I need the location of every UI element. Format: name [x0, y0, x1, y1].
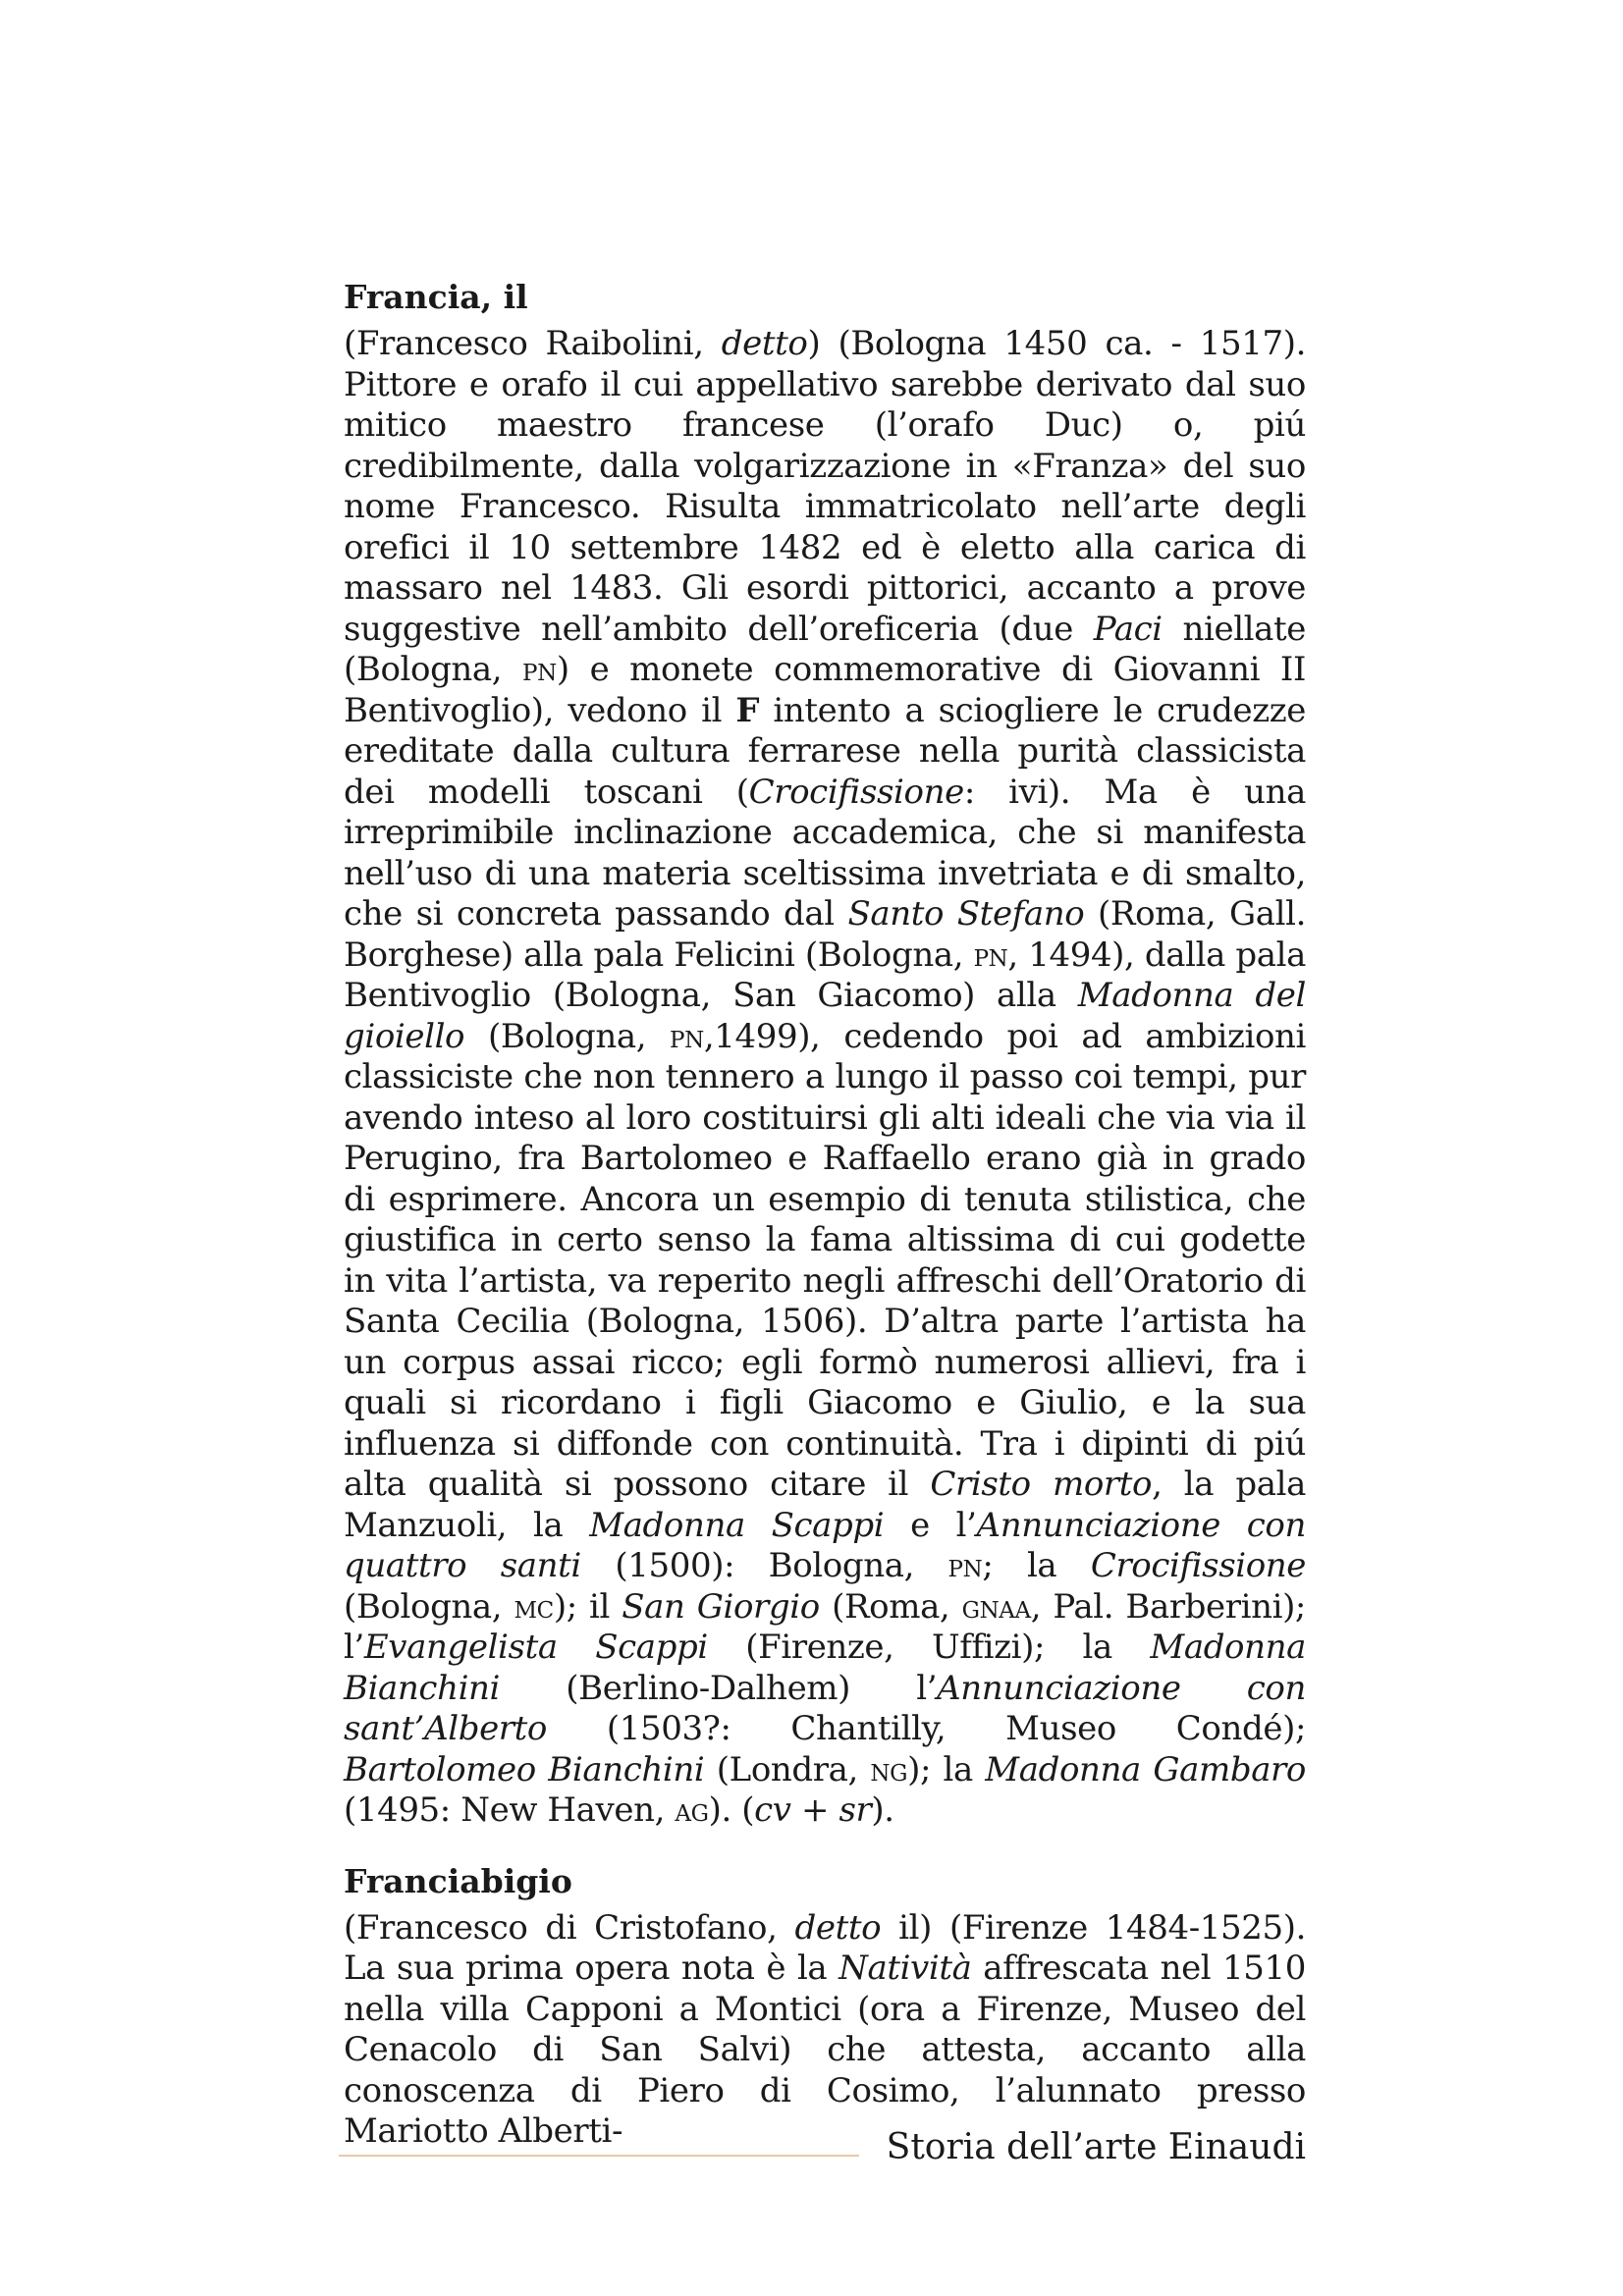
- italic-text: cv + sr: [754, 1790, 872, 1830]
- entry-franciabigio: [344, 1859, 1306, 2153]
- italic-text: Evangelista Scappi: [363, 1628, 708, 1667]
- body-text: , Pal. Barberini); l’: [344, 1586, 1306, 1667]
- small-caps-abbrev: ng: [870, 1750, 908, 1789]
- italic-text: detto: [794, 1907, 882, 1948]
- body-text: ) e monete commemorative di Giovanni II Bentivoglio), vedono il: [344, 650, 1306, 730]
- body-text: (Bologna,: [344, 1586, 514, 1627]
- small-caps-abbrev: pn: [973, 935, 1008, 974]
- body-text: (Bologna,: [464, 1016, 671, 1056]
- body-text: ). (: [708, 1790, 755, 1830]
- body-text: affrescata nel 1510 nella villa Capponi a Montici (ora a Firenze, Museo del Cenacolo di San Salvi) che attesta, accanto alla conoscenza di Piero di Cosimo, l’alunnato presso Mariotto Alberti-: [344, 1949, 1306, 2151]
- body-text: (1495: New Haven,: [344, 1790, 676, 1830]
- footer-title: Storia dell’arte Einaudi: [886, 2127, 1306, 2167]
- body-text: (Londra,: [704, 1749, 871, 1789]
- page-footer: [339, 2125, 1306, 2184]
- small-caps-abbrev: ag: [675, 1791, 709, 1829]
- body-text: niellate (Bologna,: [344, 609, 1306, 689]
- italic-text: San Giorgio: [622, 1586, 820, 1627]
- body-text: ,1499), cedendo poi ad ambizioni classiciste che non tennero a lungo il passo coi tempi, pur avendo inteso al loro costituirsi gli alti ideali che via via il Perugino, fra Bartolomeo e Raffaello erano già in grado di esprimere. Ancora un esempio di tenuta stilistica, che giustifica in certo senso la fama altissima di cui godette in vita l’artista, va reperito negli affreschi dell’Oratorio di Santa Cecilia (Bologna, 1506). D’altra parte l’artista ha un corpus assai ricco; egli formò numerosi allievi, fra i quali si ricordano i figli Giacomo e Giulio, e la sua influenza si diffonde con continuità. Tra i dipinti di piú alta qualità si possono citare il: [344, 1016, 1306, 1504]
- body-text: ; la: [982, 1546, 1091, 1585]
- body-text: il) (Firenze 1484-1525). La sua prima opera nota è la: [344, 1907, 1306, 1988]
- body-text: (Firenze, Uffizi); la: [707, 1628, 1151, 1667]
- entry-body: [344, 324, 1306, 1832]
- body-text: (1503?: Chantilly, Museo Condé);: [547, 1709, 1306, 1748]
- italic-text: Madonna Scappi: [589, 1505, 885, 1545]
- italic-text: Crocifissione: [1090, 1546, 1307, 1585]
- italic-text: Annunciazione con sant’Alberto: [344, 1668, 1306, 1748]
- body-text: ); la: [907, 1749, 986, 1789]
- bold-text: F: [735, 690, 760, 730]
- entry-title: Francia, il: [344, 278, 528, 316]
- italic-text: Madonna Bianchini: [344, 1628, 1306, 1708]
- italic-text: detto: [721, 324, 808, 363]
- body-text: ); il: [553, 1586, 622, 1627]
- body-text: ) (Bologna 1450 ca. - 1517). Pittore e orafo il cui appellativo sarebbe derivato dal suo mitico maestro francese (l’orafo Duc) o, piú credibilmente, dalla volgarizzazione in «Franza» del suo nome Francesco. Risulta immatricolato nell’arte degli orefici il 10 settembre 1482 ed è eletto alla carica di massaro nel 1483. Gli esordi pittorici, accanto a prove suggestive nell’ambito dell’oreficeria (due: [344, 324, 1306, 649]
- body-text: (Francesco di Cristofano,: [344, 1907, 795, 1948]
- italic-text: Madonna Gambaro: [985, 1749, 1306, 1789]
- italic-text: Paci: [1093, 609, 1163, 649]
- footer-divider: [339, 2155, 859, 2157]
- body-text: (Roma,: [819, 1586, 962, 1627]
- italic-text: Madonna del gioiello: [344, 976, 1306, 1056]
- page-content: [344, 275, 1306, 2180]
- small-caps-abbrev: gnaa: [961, 1587, 1031, 1626]
- body-text: (Francesco Raibolini,: [344, 324, 722, 363]
- small-caps-abbrev: pn: [947, 1547, 983, 1584]
- entry-body: [344, 1908, 1306, 2153]
- italic-text: Natività: [839, 1949, 972, 1988]
- body-text: (1500): Bologna,: [580, 1546, 948, 1585]
- italic-text: Santo Stefano: [847, 894, 1085, 934]
- body-text: intento a sciogliere le crudezze ereditate dalla cultura ferrarese nella purità classicista dei modelli toscani (: [344, 690, 1306, 812]
- entry-francia: [344, 275, 1306, 1832]
- italic-text: Bartolomeo Bianchini: [344, 1749, 705, 1789]
- italic-text: Crocifissione: [748, 772, 964, 812]
- small-caps-abbrev: mc: [514, 1587, 554, 1626]
- body-text: (Berlino-Dalhem) l’: [500, 1668, 938, 1708]
- small-caps-abbrev: pn: [522, 651, 557, 688]
- body-text: (Roma, Gall. Borghese) alla pala Felicini (Bologna,: [344, 894, 1307, 975]
- italic-text: Cristo morto: [930, 1465, 1153, 1504]
- body-text: ).: [871, 1790, 894, 1830]
- body-text: : ivi). Ma è una irreprimibile inclinazione accademica, che si manifesta nell’uso di una materia sceltissima invetriata e di smalto, che si concreta passando dal: [344, 772, 1306, 934]
- body-text: e l’: [884, 1505, 977, 1545]
- small-caps-abbrev: pn: [670, 1017, 704, 1055]
- body-text: , la pala Manzuoli, la: [344, 1465, 1307, 1545]
- body-text: , 1494), dalla pala Bentivoglio (Bologna, San Giacomo) alla: [344, 934, 1307, 1015]
- italic-text: Annunciazione con quattro santi: [344, 1505, 1306, 1585]
- entry-title: Franciabigio: [344, 1861, 572, 1900]
